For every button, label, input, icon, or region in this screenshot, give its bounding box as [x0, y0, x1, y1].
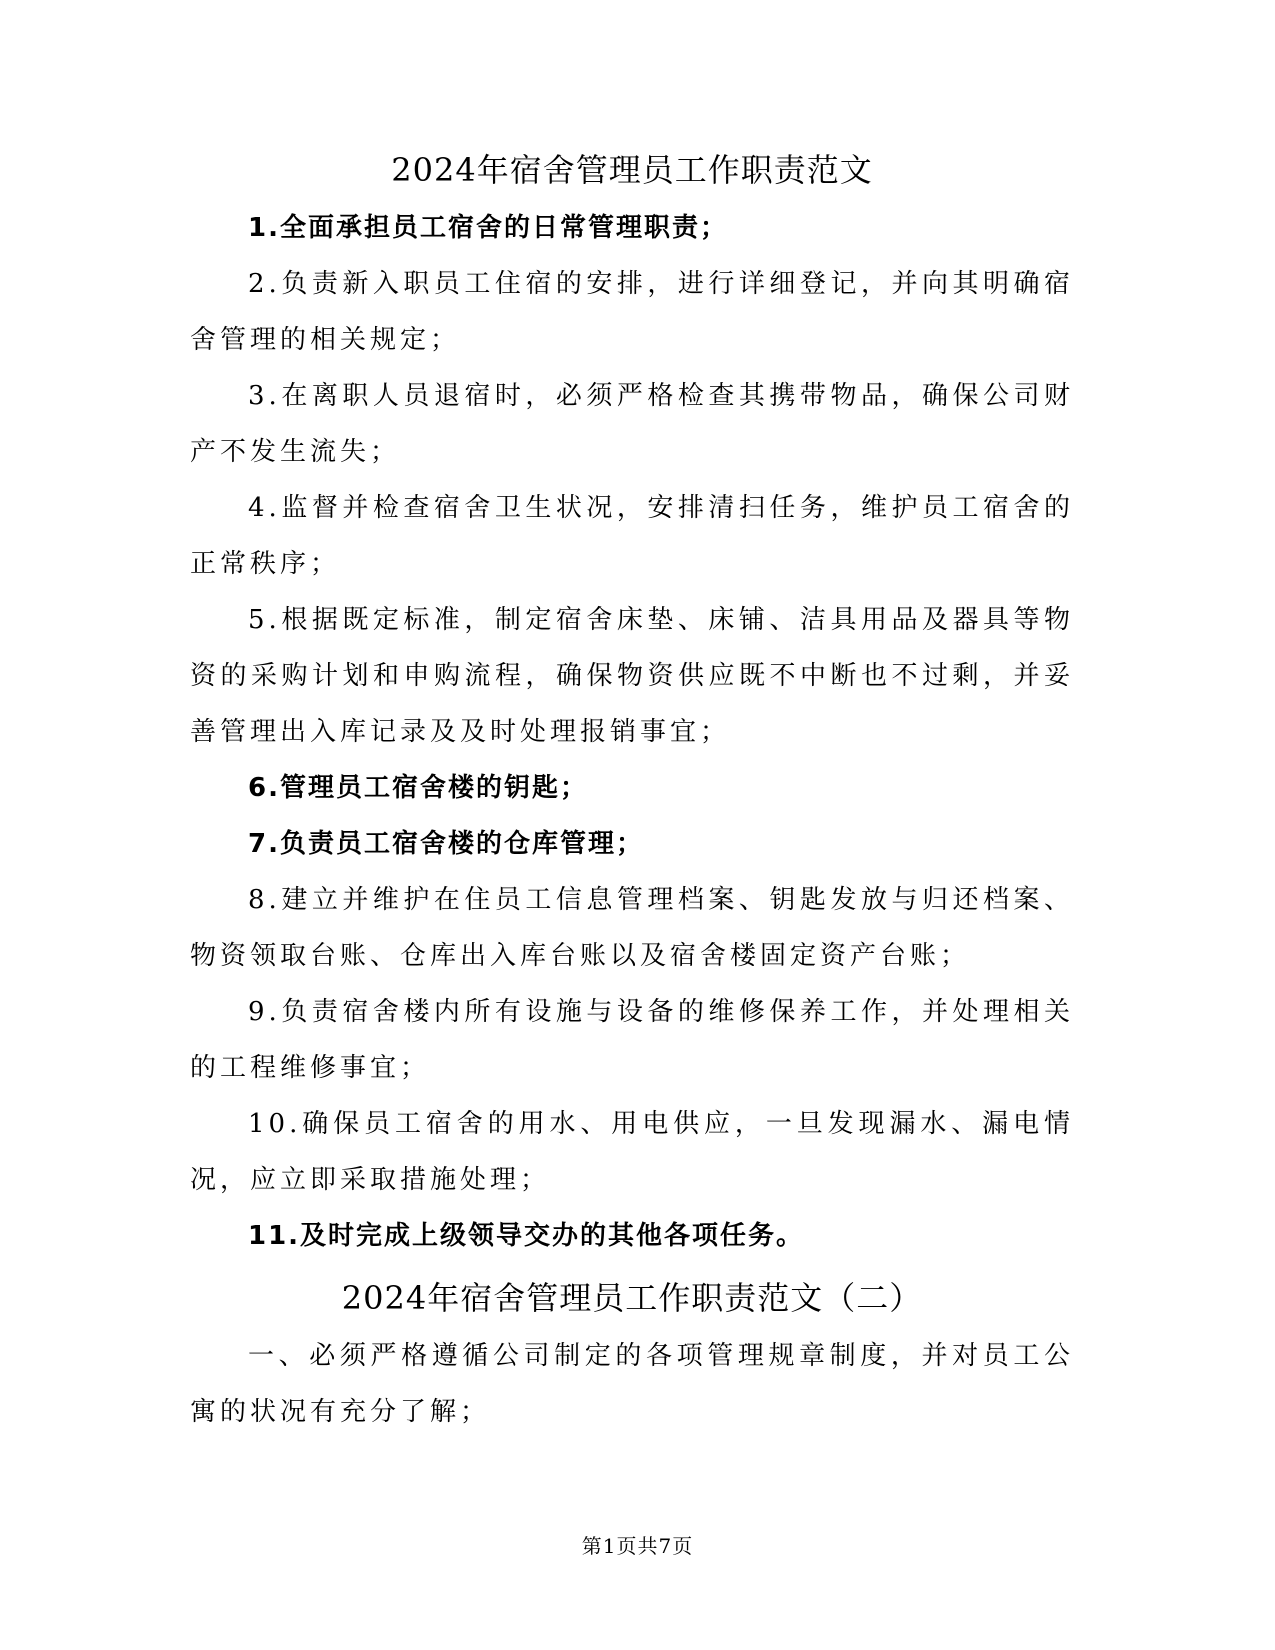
duty-item-2-1: 一、必须严格遵循公司制定的各项管理规章制度，并对员工公寓的状况有充分了解；: [190, 1341, 1074, 1427]
duty-item-8: 8.建立并维护在住员工信息管理档案、钥匙发放与归还档案、物资领取台账、仓库出入库台账以及宿舍楼固定资产台账；: [190, 885, 1074, 971]
document-title: 2024年宿舍管理员工作职责范文: [391, 151, 873, 189]
page-number: 第1页共7页: [581, 1534, 694, 1558]
document-body: [190, 142, 1074, 1440]
duty-item-7: 7.负责员工宿舍楼的仓库管理；: [248, 829, 644, 859]
duty-item-5: 5.根据既定标准，制定宿舍床垫、床铺、洁具用品及器具等物资的采购计划和申购流程，确保物资供应既不中断也不过剩，并妥善管理出入库记录及及时处理报销事宜；: [190, 605, 1074, 747]
duty-item-11: 11.及时完成上级领导交办的其他各项任务。: [248, 1221, 805, 1251]
duty-item-9: 9.负责宿舍楼内所有设施与设备的维修保养工作，并处理相关的工程维修事宜；: [190, 997, 1074, 1083]
duty-item-4: 4.监督并检查宿舍卫生状况，安排清扫任务，维护员工宿舍的正常秩序；: [190, 493, 1074, 579]
duty-item-3: 3.在离职人员退宿时，必须严格检查其携带物品，确保公司财产不发生流失；: [190, 381, 1074, 467]
section-title-2: 2024年宿舍管理员工作职责范文（二）: [341, 1279, 923, 1317]
duty-item-10: 10.确保员工宿舍的用水、用电供应，一旦发现漏水、漏电情况，应立即采取措施处理；: [190, 1109, 1074, 1195]
duty-item-2: 2.负责新入职员工住宿的安排，进行详细登记，并向其明确宿舍管理的相关规定；: [190, 269, 1074, 355]
duty-item-6: 6.管理员工宿舍楼的钥匙；: [248, 773, 588, 803]
duty-item-1: 1.全面承担员工宿舍的日常管理职责；: [248, 213, 728, 243]
